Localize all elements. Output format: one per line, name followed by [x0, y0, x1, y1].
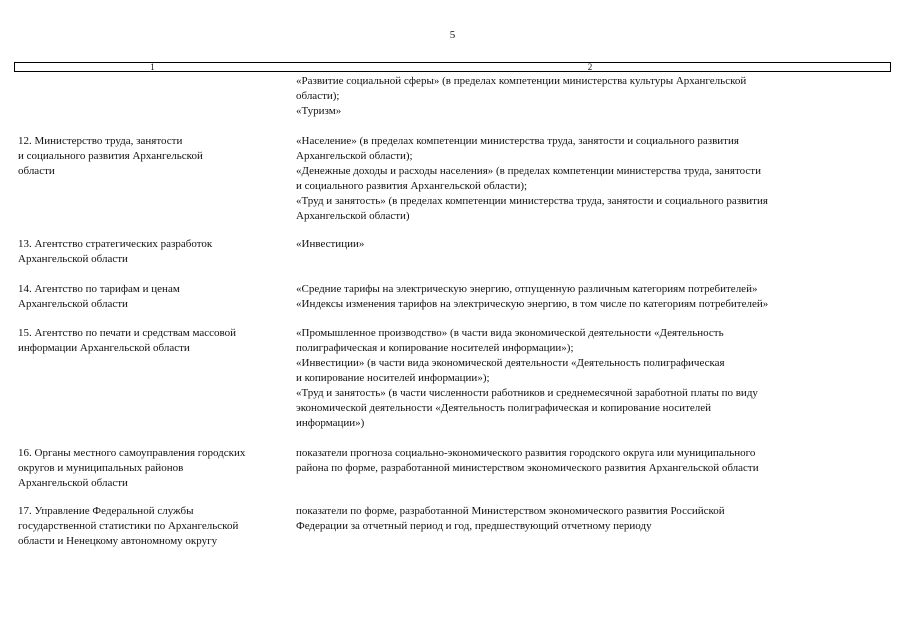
organization-text-line: государственной статистики по Архангельской — [18, 520, 239, 532]
organization-text-line: Архангельской области — [18, 477, 128, 489]
table-header-row — [14, 62, 891, 72]
organization-text-line: округов и муниципальных районов — [18, 462, 184, 474]
organization-text-line: Архангельской области — [18, 298, 128, 310]
organization-text-line: и социального развития Архангельской — [18, 150, 203, 162]
organization-text-line: 12. Министерство труда, занятости — [18, 135, 183, 147]
organization-text-line: 14. Агентство по тарифам и ценам — [18, 283, 180, 295]
indicators-text-line: и социального развития Архангельской области); — [296, 180, 528, 192]
indicators-cell — [296, 326, 871, 431]
indicators-text-line: Федерации за отчетный период и год, предшествующий отчетному периоду — [296, 520, 652, 532]
indicators-cell — [296, 504, 871, 534]
indicators-cell — [296, 74, 871, 119]
indicators-cell — [296, 282, 871, 312]
indicators-text-line: полиграфическая и копирование носителей информации»); — [296, 342, 574, 354]
indicators-text-line: «Развитие социальной сферы» (в пределах компетенции министерства культуры Архангельской — [296, 75, 747, 87]
organization-text-line: 15. Агентство по печати и средствам массовой — [18, 327, 237, 339]
organization-text-line: области и Ненецкому автономному округу — [18, 535, 218, 547]
indicators-text-line: Архангельской области); — [296, 150, 413, 162]
indicators-text-line: Архангельской области) — [296, 210, 410, 222]
organization-text-line: 16. Органы местного самоуправления городских — [18, 447, 246, 459]
indicators-text-line: экономической деятельности «Деятельность полиграфическая и копирование носителей — [296, 402, 712, 414]
column-header-2: 2 — [587, 62, 593, 72]
organization-text-line: Архангельской области — [18, 253, 128, 265]
organization-cell — [18, 326, 286, 356]
indicators-text-line: показатели прогноза социально-экономического развития городского округа или муниципального — [296, 447, 756, 459]
organization-text-line: 13. Агентство стратегических разработок — [18, 238, 213, 250]
organization-cell — [18, 504, 286, 549]
indicators-text-line: «Инвестиции» (в части вида экономической деятельности «Деятельность полиграфическая — [296, 357, 725, 369]
page-number: 5 — [449, 29, 456, 41]
indicators-text-line: и копирование носителей информации»); — [296, 372, 490, 384]
indicators-text-line: «Население» (в пределах компетенции министерства труда, занятости и социального развития — [296, 135, 739, 147]
indicators-text-line: «Труд и занятость» (в пределах компетенции министерства труда, занятости и социального развития — [296, 195, 768, 207]
organization-cell — [18, 282, 286, 312]
indicators-text-line: области); — [296, 90, 340, 102]
indicators-text-line: «Промышленное производство» (в части вида экономической деятельности «Деятельность — [296, 327, 724, 339]
indicators-text-line: «Туризм» — [296, 105, 342, 117]
organization-text-line: 17. Управление Федеральной службы — [18, 505, 194, 517]
organization-cell — [18, 134, 286, 179]
indicators-text-line: «Денежные доходы и расходы населения» (в пределах компетенции министерства труда, занятости — [296, 165, 761, 177]
indicators-text-line: района по форме, разработанной министерством экономического развития Архангельской области — [296, 462, 759, 474]
indicators-text-line: показатели по форме, разработанной Министерством экономического развития Российской — [296, 505, 725, 517]
indicators-text-line: «Инвестиции» — [296, 238, 365, 250]
indicators-text-line: «Труд и занятость» (в части численности работников и среднемесячной заработной платы по виду — [296, 387, 758, 399]
organization-cell — [18, 446, 286, 491]
organization-cell — [18, 237, 286, 267]
organization-text-line: области — [18, 165, 55, 177]
column-header-1: 1 — [150, 62, 155, 72]
indicators-text-line: «Индексы изменения тарифов на электрическую энергию, в том числе по категориям потребителей» — [296, 298, 769, 310]
indicators-text-line: «Средние тарифы на электрическую энергию, отпущенную различным категориям потребителей» — [296, 283, 758, 295]
indicators-text-line: информации») — [296, 417, 365, 429]
indicators-cell — [296, 134, 871, 224]
organization-text-line: информации Архангельской области — [18, 342, 190, 354]
indicators-cell — [296, 446, 871, 476]
indicators-cell — [296, 237, 871, 252]
